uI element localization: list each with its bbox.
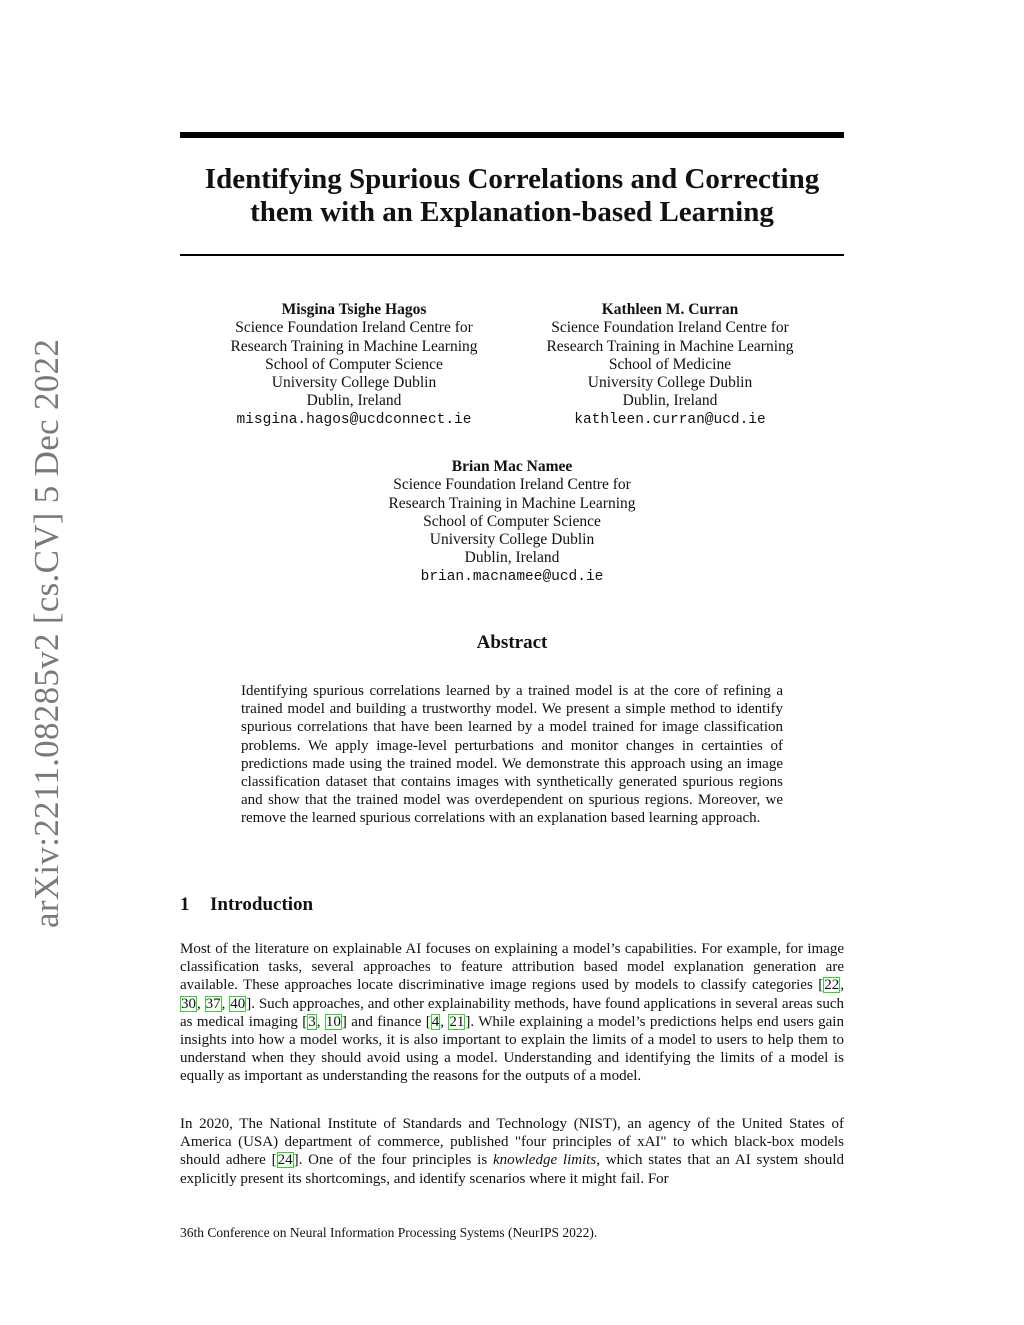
citation-link[interactable]: 10: [325, 1013, 341, 1030]
citation-link[interactable]: 22: [824, 977, 840, 994]
author-email: kathleen.curran@ucd.ie: [574, 411, 766, 428]
citation-separator: ,: [316, 1013, 325, 1030]
author-university: University College Dublin: [429, 531, 595, 549]
author-department: School of Computer Science: [265, 355, 443, 373]
paragraph-text: In 2020, The National Institute of Standards and Technology (NIST), an agency of the United States of America (USA) department of commerce, published "four principles of xAI" to which black-box models should adhere [: [180, 1116, 844, 1169]
author-university: University College Dublin: [271, 374, 437, 392]
citation-separator: ,: [221, 995, 230, 1012]
author-affiliation: Science Foundation Ireland Centre for: [551, 319, 789, 337]
author-affiliation: Research Training in Machine Learning: [546, 337, 794, 355]
section-heading-introduction: [180, 894, 313, 916]
citation-separator: ,: [197, 995, 205, 1012]
abstract-heading: Abstract: [476, 632, 548, 653]
paper-title-line-1: Identifying Spurious Correlations and Correcting: [204, 163, 820, 195]
arxiv-identifier-stamp: arXiv:2211.08285v2 [cs.CV] 5 Dec 2022: [27, 338, 66, 928]
citation-link[interactable]: 30: [181, 995, 196, 1012]
author-university: University College Dublin: [587, 374, 753, 392]
author-block-2: [510, 301, 830, 429]
author-department: School of Medicine: [608, 355, 732, 373]
citation-separator: ,: [840, 977, 844, 994]
citation-link[interactable]: 4: [431, 1013, 440, 1030]
author-block-1: [194, 301, 514, 429]
citation-link[interactable]: 24: [277, 1152, 293, 1169]
intro-paragraph-1: [180, 940, 844, 1086]
title-top-rule: [180, 132, 844, 138]
citation-link[interactable]: 40: [230, 995, 246, 1012]
citation-separator: ,: [440, 1013, 449, 1030]
author-email: misgina.hagos@ucdconnect.ie: [236, 411, 472, 428]
conference-footnote: 36th Conference on Neural Information Processing Systems (NeurIPS 2022).: [180, 1225, 598, 1240]
abstract-text: Identifying spurious correlations learned by a trained model is at the core of refining a trained model and building a trustworthy model. We present a simple method to identify spurious correlations that have been learned by a model trained for image classification problems. We apply image-level perturbations and monitor changes in certainties of predictions made using the trained model. We demonstrate this approach using an image classification dataset that contains images with synthetically generated spurious regions and show that the trained model was overdependent on spurious regions. Moreover, we remove the learned spurious correlations with an explanation based learning approach.: [241, 683, 783, 827]
citation-link[interactable]: 21: [449, 1013, 465, 1030]
emphasized-term: knowledge limits: [492, 1152, 597, 1169]
paragraph-text: Most of the literature on explainable AI focuses on explaining a model’s capabilities. For example, for image classification tasks, several approaches to feature attribution based model explanation generation are available. These approaches locate discriminative image regions used by models to classify categories [: [180, 941, 844, 994]
paper-title-line-2: them with an Explanation-based Learning: [250, 196, 774, 228]
author-affiliation: Research Training in Machine Learning: [388, 494, 636, 512]
author-name: Brian Mac Namee: [451, 458, 573, 475]
author-location: Dublin, Ireland: [464, 549, 560, 567]
author-name: Misgina Tsighe Hagos: [281, 301, 427, 318]
paragraph-text: ] and finance [: [341, 1013, 431, 1030]
author-affiliation: Science Foundation Ireland Centre for: [393, 476, 631, 494]
citation-link[interactable]: 3: [308, 1013, 316, 1030]
section-number: 1: [180, 894, 190, 915]
author-location: Dublin, Ireland: [306, 392, 402, 410]
intro-paragraph-2: [180, 1115, 844, 1188]
paragraph-text: ]. While explaining a model’s predictions helps end users gain insights into how a model works, it is also important to explain the limits of a model to users to help them to understand when they should avoid using a model. Understanding and identifying the limits of a model is equally as important as understanding the reasons for the outputs of a model.: [180, 1013, 844, 1085]
title-bottom-rule: [180, 254, 844, 256]
paragraph-text: ]. One of the four principles is: [293, 1152, 493, 1169]
section-title: Introduction: [210, 894, 314, 915]
author-email: brian.macnamee@ucd.ie: [420, 568, 604, 585]
author-location: Dublin, Ireland: [622, 392, 718, 410]
paragraph-text: , which states that an AI system should explicitly present its shortcomings, and identify scenarios where it might fail. For: [180, 1152, 844, 1187]
paper-title: [180, 163, 844, 229]
author-department: School of Computer Science: [423, 512, 601, 530]
author-affiliation: Science Foundation Ireland Centre for: [235, 319, 473, 337]
author-affiliation: Research Training in Machine Learning: [230, 337, 478, 355]
author-block-3: [352, 458, 672, 586]
author-name: Kathleen M. Curran: [601, 301, 739, 318]
citation-link[interactable]: 37: [205, 995, 221, 1012]
paragraph-text: ]. Such approaches, and other explainability methods, have found applications in several areas such as medical imaging [: [180, 995, 845, 1030]
